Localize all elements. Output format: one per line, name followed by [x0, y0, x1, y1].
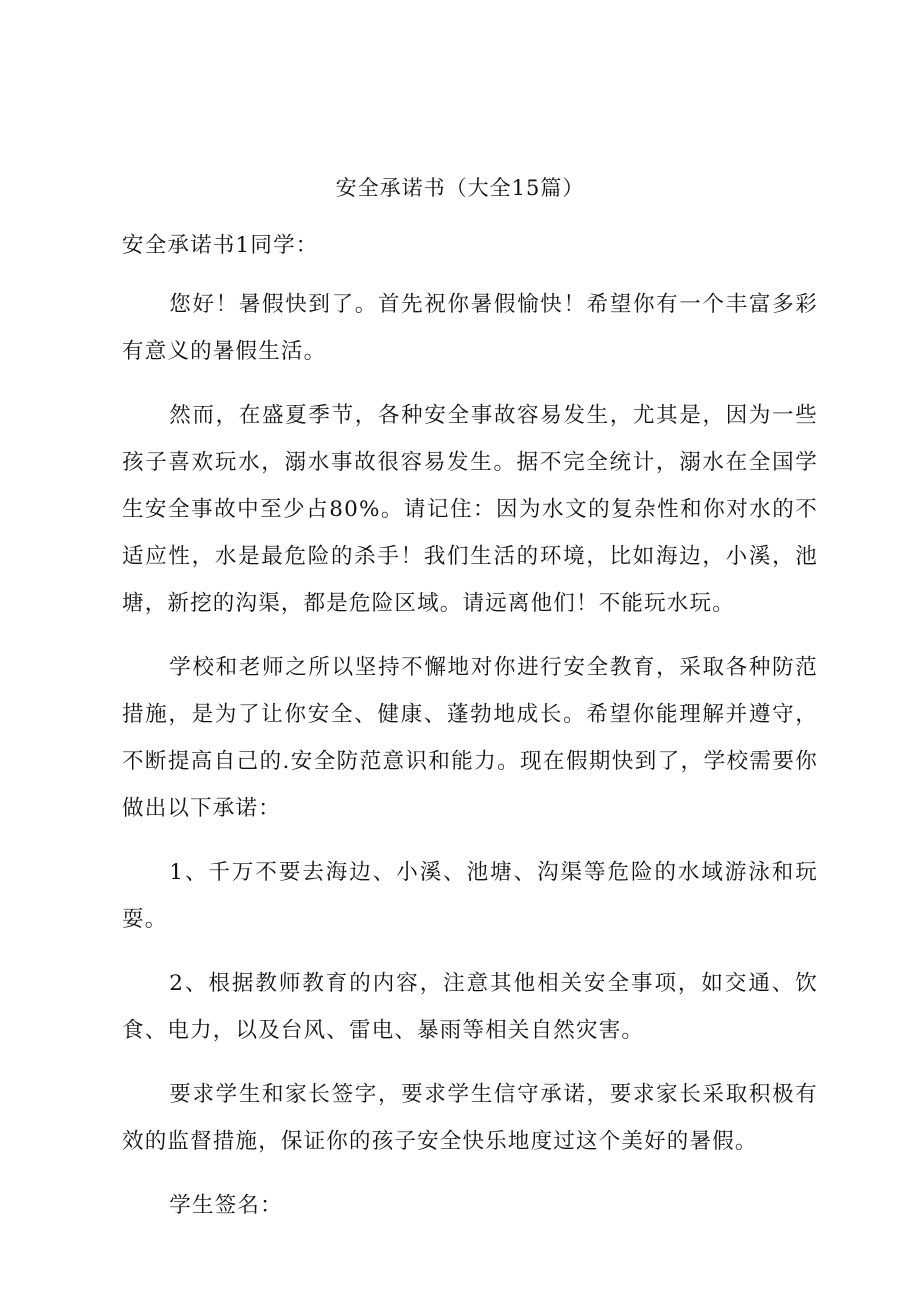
- document-body: [122, 222, 818, 1246]
- pledge-item-2: 2、根据教师教育的内容，注意其他相关安全事项，如交通、饮食、电力，以及台风、雷电、暴雨等相关自然灾害。: [122, 971, 818, 1043]
- paragraph-signature-request: 要求学生和家长签字，要求学生信守承诺，要求家长采取积极有效的监督措施，保证你的孩子安全快乐地度过这个美好的暑假。: [122, 1082, 818, 1154]
- paragraph-greeting: 您好！暑假快到了。首先祝你暑假愉快！希望你有一个丰富多彩有意义的暑假生活。: [122, 292, 818, 364]
- document-title: 安全承诺书（大全15篇）: [335, 176, 585, 200]
- paragraph-drowning-warning: 然而，在盛夏季节，各种安全事故容易发生，尤其是，因为一些孩子喜欢玩水，溺水事故很容易发生。据不完全统计，溺水在全国学生安全事故中至少占80%。请记住：因为水文的复杂性和你对水的不适应性，水是最危险的杀手！我们生活的环境，比如海边，小溪，池塘，新挖的沟渠，都是危险区域。请远离他们！不能玩水玩。: [122, 403, 818, 616]
- student-signature-label: 学生签名：: [169, 1193, 283, 1218]
- pledge-item-1: 1、千万不要去海边、小溪、池塘、沟渠等危险的水域游泳和玩耍。: [122, 860, 818, 932]
- paragraph-school-education: 学校和老师之所以坚持不懈地对你进行安全教育，采取各种防范措施，是为了让你安全、健康、蓬勃地成长。希望你能理解并遵守，不断提高自己的.安全防范意识和能力。现在假期快到了，学校需要你做出以下承诺：: [122, 655, 818, 821]
- salutation: 安全承诺书1同学：: [122, 233, 319, 258]
